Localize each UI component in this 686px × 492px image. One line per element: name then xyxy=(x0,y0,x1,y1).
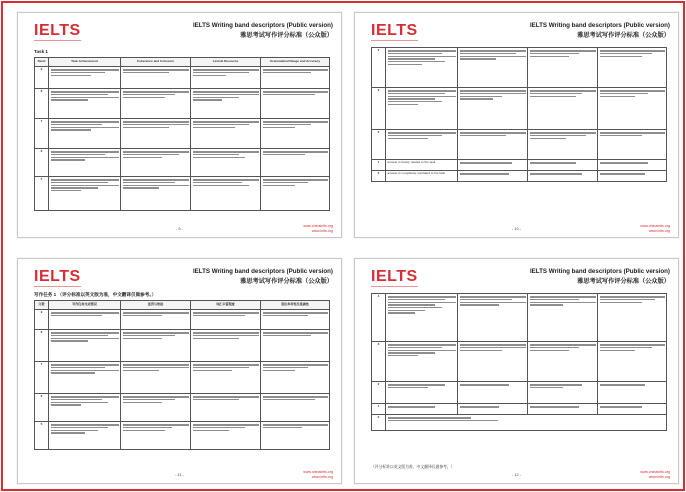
band-cell: 5 xyxy=(35,422,49,450)
table-row xyxy=(372,415,667,431)
task-label: 写作任务 1 （评分标准以英文版为准，中文翻译仅做参考。） xyxy=(34,292,157,297)
descriptor-table xyxy=(371,293,667,431)
descriptor-cell xyxy=(598,382,667,404)
descriptor-cell xyxy=(261,422,330,450)
doc-title-zh: 雅思考试写作评分标准（公众版） xyxy=(240,32,333,39)
descriptor-cell xyxy=(191,330,261,362)
descriptor-cell: answer is barely related to the task xyxy=(386,160,458,171)
descriptor-cell xyxy=(121,89,191,119)
table-row xyxy=(35,67,330,89)
descriptor-cell xyxy=(598,160,667,171)
descriptor-cell xyxy=(458,48,528,88)
table-row xyxy=(372,171,667,182)
band-cell: 8 xyxy=(35,89,49,119)
band-cell: 0 xyxy=(372,415,386,431)
column-header: Lexical Resource xyxy=(191,58,261,67)
descriptor-cell xyxy=(598,88,667,130)
doc-title-zh: 雅思考试写作评分标准（公众版） xyxy=(577,278,670,285)
descriptor-cell xyxy=(121,330,191,362)
descriptor-cell xyxy=(121,67,191,89)
descriptor-cell xyxy=(49,330,121,362)
descriptor-cell xyxy=(528,342,598,382)
descriptor-cell xyxy=(121,177,191,211)
viewer-frame xyxy=(1,1,685,491)
page-number: - 9 - xyxy=(175,226,184,231)
descriptor-cell xyxy=(191,149,261,177)
band-cell: 2 xyxy=(372,130,386,160)
website-link[interactable]: www.chinaielts.org xyxy=(640,470,670,475)
page-header xyxy=(193,268,333,285)
descriptor-cell xyxy=(386,382,458,404)
table-row xyxy=(372,160,667,171)
band-cell: 3 xyxy=(372,88,386,130)
descriptor-table xyxy=(34,57,330,211)
table-row xyxy=(35,149,330,177)
column-header: Grammatical Range and Accuracy xyxy=(261,58,330,67)
band-cell: 1 xyxy=(372,404,386,415)
table-row xyxy=(35,119,330,149)
descriptor-cell xyxy=(458,342,528,382)
descriptor-cell xyxy=(191,119,261,149)
table-row xyxy=(372,342,667,382)
table-row xyxy=(35,330,330,362)
website-link[interactable]: www.ielts.org xyxy=(648,474,670,479)
descriptor-cell xyxy=(261,177,330,211)
descriptor-cell xyxy=(386,48,458,88)
table-row xyxy=(35,177,330,211)
descriptor-table xyxy=(371,47,667,182)
descriptor-cell xyxy=(191,310,261,330)
ielts-logo: IELTS xyxy=(34,22,81,39)
descriptor-cell xyxy=(458,294,528,342)
descriptor-cell xyxy=(261,394,330,422)
descriptor-cell xyxy=(191,362,261,394)
footnote: （评分标准以英文版为准，中文翻译仅做参考。） xyxy=(371,465,455,469)
doc-title-zh: 雅思考试写作评分标准（公众版） xyxy=(577,32,670,39)
column-header: Task Achievement xyxy=(49,58,121,67)
descriptor-cell xyxy=(121,422,191,450)
band-cell: 6 xyxy=(35,149,49,177)
footer-links xyxy=(303,470,333,479)
website-link[interactable]: www.chinaielts.org xyxy=(640,224,670,229)
descriptor-cell xyxy=(458,382,528,404)
page-header xyxy=(530,268,670,285)
descriptor-cell xyxy=(528,171,598,182)
table-row xyxy=(372,88,667,130)
descriptor-cell xyxy=(49,177,121,211)
footer-links xyxy=(303,224,333,233)
descriptor-cell xyxy=(386,415,667,431)
footer-links xyxy=(640,224,670,233)
descriptor-cell xyxy=(191,394,261,422)
table-row xyxy=(35,362,330,394)
descriptor-cell xyxy=(261,119,330,149)
descriptor-cell xyxy=(528,130,598,160)
descriptor-cell xyxy=(261,89,330,119)
website-link[interactable]: www.chinaielts.org xyxy=(303,470,333,475)
descriptor-cell xyxy=(528,294,598,342)
band-cell: 4 xyxy=(372,294,386,342)
descriptor-cell xyxy=(528,48,598,88)
column-header: 连贯与衔接 xyxy=(121,301,191,310)
band-cell: 1 xyxy=(372,160,386,171)
doc-title-en: IELTS Writing band descriptors (Public version) xyxy=(192,22,333,29)
descriptor-cell xyxy=(49,67,121,89)
page-10[interactable] xyxy=(354,12,679,238)
descriptor-cell: answer is completely unrelated to the task xyxy=(386,171,458,182)
task-label: Task 1 xyxy=(34,49,48,54)
page-11[interactable] xyxy=(17,258,342,484)
table-row xyxy=(35,310,330,330)
descriptor-cell xyxy=(49,89,121,119)
descriptor-cell xyxy=(191,67,261,89)
table-row xyxy=(372,130,667,160)
band-cell: 0 xyxy=(372,171,386,182)
band-cell: 5 xyxy=(35,177,49,211)
band-cell: 6 xyxy=(35,394,49,422)
descriptor-cell xyxy=(191,89,261,119)
descriptor-cell xyxy=(386,404,458,415)
website-link[interactable]: www.chinaielts.org xyxy=(303,224,333,229)
band-cell: 7 xyxy=(35,119,49,149)
descriptor-cell xyxy=(528,160,598,171)
descriptor-cell xyxy=(49,362,121,394)
ielts-logo: IELTS xyxy=(371,268,418,285)
table-row xyxy=(35,89,330,119)
band-cell: 3 xyxy=(372,342,386,382)
band-cell: 4 xyxy=(372,48,386,88)
page-number: - 10 - xyxy=(511,226,522,231)
page-9[interactable] xyxy=(17,12,342,238)
descriptor-cell xyxy=(458,88,528,130)
doc-title-en: IELTS Writing band descriptors (Public version) xyxy=(529,22,670,29)
column-header: Band xyxy=(35,58,49,67)
descriptor-cell xyxy=(261,330,330,362)
descriptor-cell xyxy=(121,149,191,177)
doc-title-zh: 雅思考试写作评分标准（公众版） xyxy=(240,278,333,285)
ielts-logo: IELTS xyxy=(34,268,81,285)
descriptor-cell xyxy=(121,119,191,149)
descriptor-cell xyxy=(458,171,528,182)
table-row xyxy=(372,404,667,415)
descriptor-cell xyxy=(386,130,458,160)
descriptor-cell xyxy=(458,160,528,171)
page-number: - 12 - xyxy=(511,472,522,477)
footer-links xyxy=(640,470,670,479)
band-cell: 8 xyxy=(35,330,49,362)
table-row xyxy=(372,48,667,88)
descriptor-cell xyxy=(261,362,330,394)
descriptor-cell xyxy=(49,149,121,177)
page-number: - 11 - xyxy=(174,472,185,477)
descriptor-cell xyxy=(386,88,458,130)
band-cell: 7 xyxy=(35,362,49,394)
descriptor-cell xyxy=(121,362,191,394)
ielts-logo: IELTS xyxy=(371,22,418,39)
descriptor-cell xyxy=(386,294,458,342)
descriptor-cell xyxy=(49,310,121,330)
table-row xyxy=(372,294,667,342)
descriptor-cell xyxy=(458,130,528,160)
descriptor-cell xyxy=(121,394,191,422)
descriptor-cell xyxy=(458,404,528,415)
column-header: 语法多样性及准确性 xyxy=(261,301,330,310)
descriptor-cell xyxy=(386,342,458,382)
descriptor-cell xyxy=(191,422,261,450)
table-row xyxy=(372,382,667,404)
band-cell: 9 xyxy=(35,67,49,89)
descriptor-cell xyxy=(261,67,330,89)
descriptor-cell xyxy=(49,119,121,149)
descriptor-cell xyxy=(261,149,330,177)
column-header: 写作任务完成情况 xyxy=(49,301,121,310)
descriptor-cell xyxy=(49,394,121,422)
descriptor-cell xyxy=(598,404,667,415)
descriptor-cell xyxy=(598,48,667,88)
descriptor-table xyxy=(34,300,330,450)
column-header: Coherence and Cohesion xyxy=(121,58,191,67)
page-header xyxy=(193,22,333,39)
descriptor-cell xyxy=(528,404,598,415)
doc-title-en: IELTS Writing band descriptors (Public version) xyxy=(529,268,670,275)
column-header: 词汇丰富程度 xyxy=(191,301,261,310)
descriptor-cell xyxy=(528,88,598,130)
website-link[interactable]: www.ielts.org xyxy=(311,228,333,233)
website-link[interactable]: www.ielts.org xyxy=(311,474,333,479)
page-header xyxy=(530,22,670,39)
descriptor-cell xyxy=(528,382,598,404)
descriptor-cell xyxy=(598,342,667,382)
descriptor-cell xyxy=(191,177,261,211)
doc-title-en: IELTS Writing band descriptors (Public version) xyxy=(192,268,333,275)
band-cell: 2 xyxy=(372,382,386,404)
column-header: 分数 xyxy=(35,301,49,310)
descriptor-cell xyxy=(598,130,667,160)
table-row xyxy=(35,422,330,450)
table-row xyxy=(35,394,330,422)
descriptor-cell xyxy=(121,310,191,330)
descriptor-cell xyxy=(261,310,330,330)
descriptor-cell xyxy=(49,422,121,450)
band-cell: 9 xyxy=(35,310,49,330)
descriptor-cell xyxy=(598,171,667,182)
descriptor-cell xyxy=(598,294,667,342)
page-12[interactable] xyxy=(354,258,679,484)
website-link[interactable]: www.ielts.org xyxy=(648,228,670,233)
